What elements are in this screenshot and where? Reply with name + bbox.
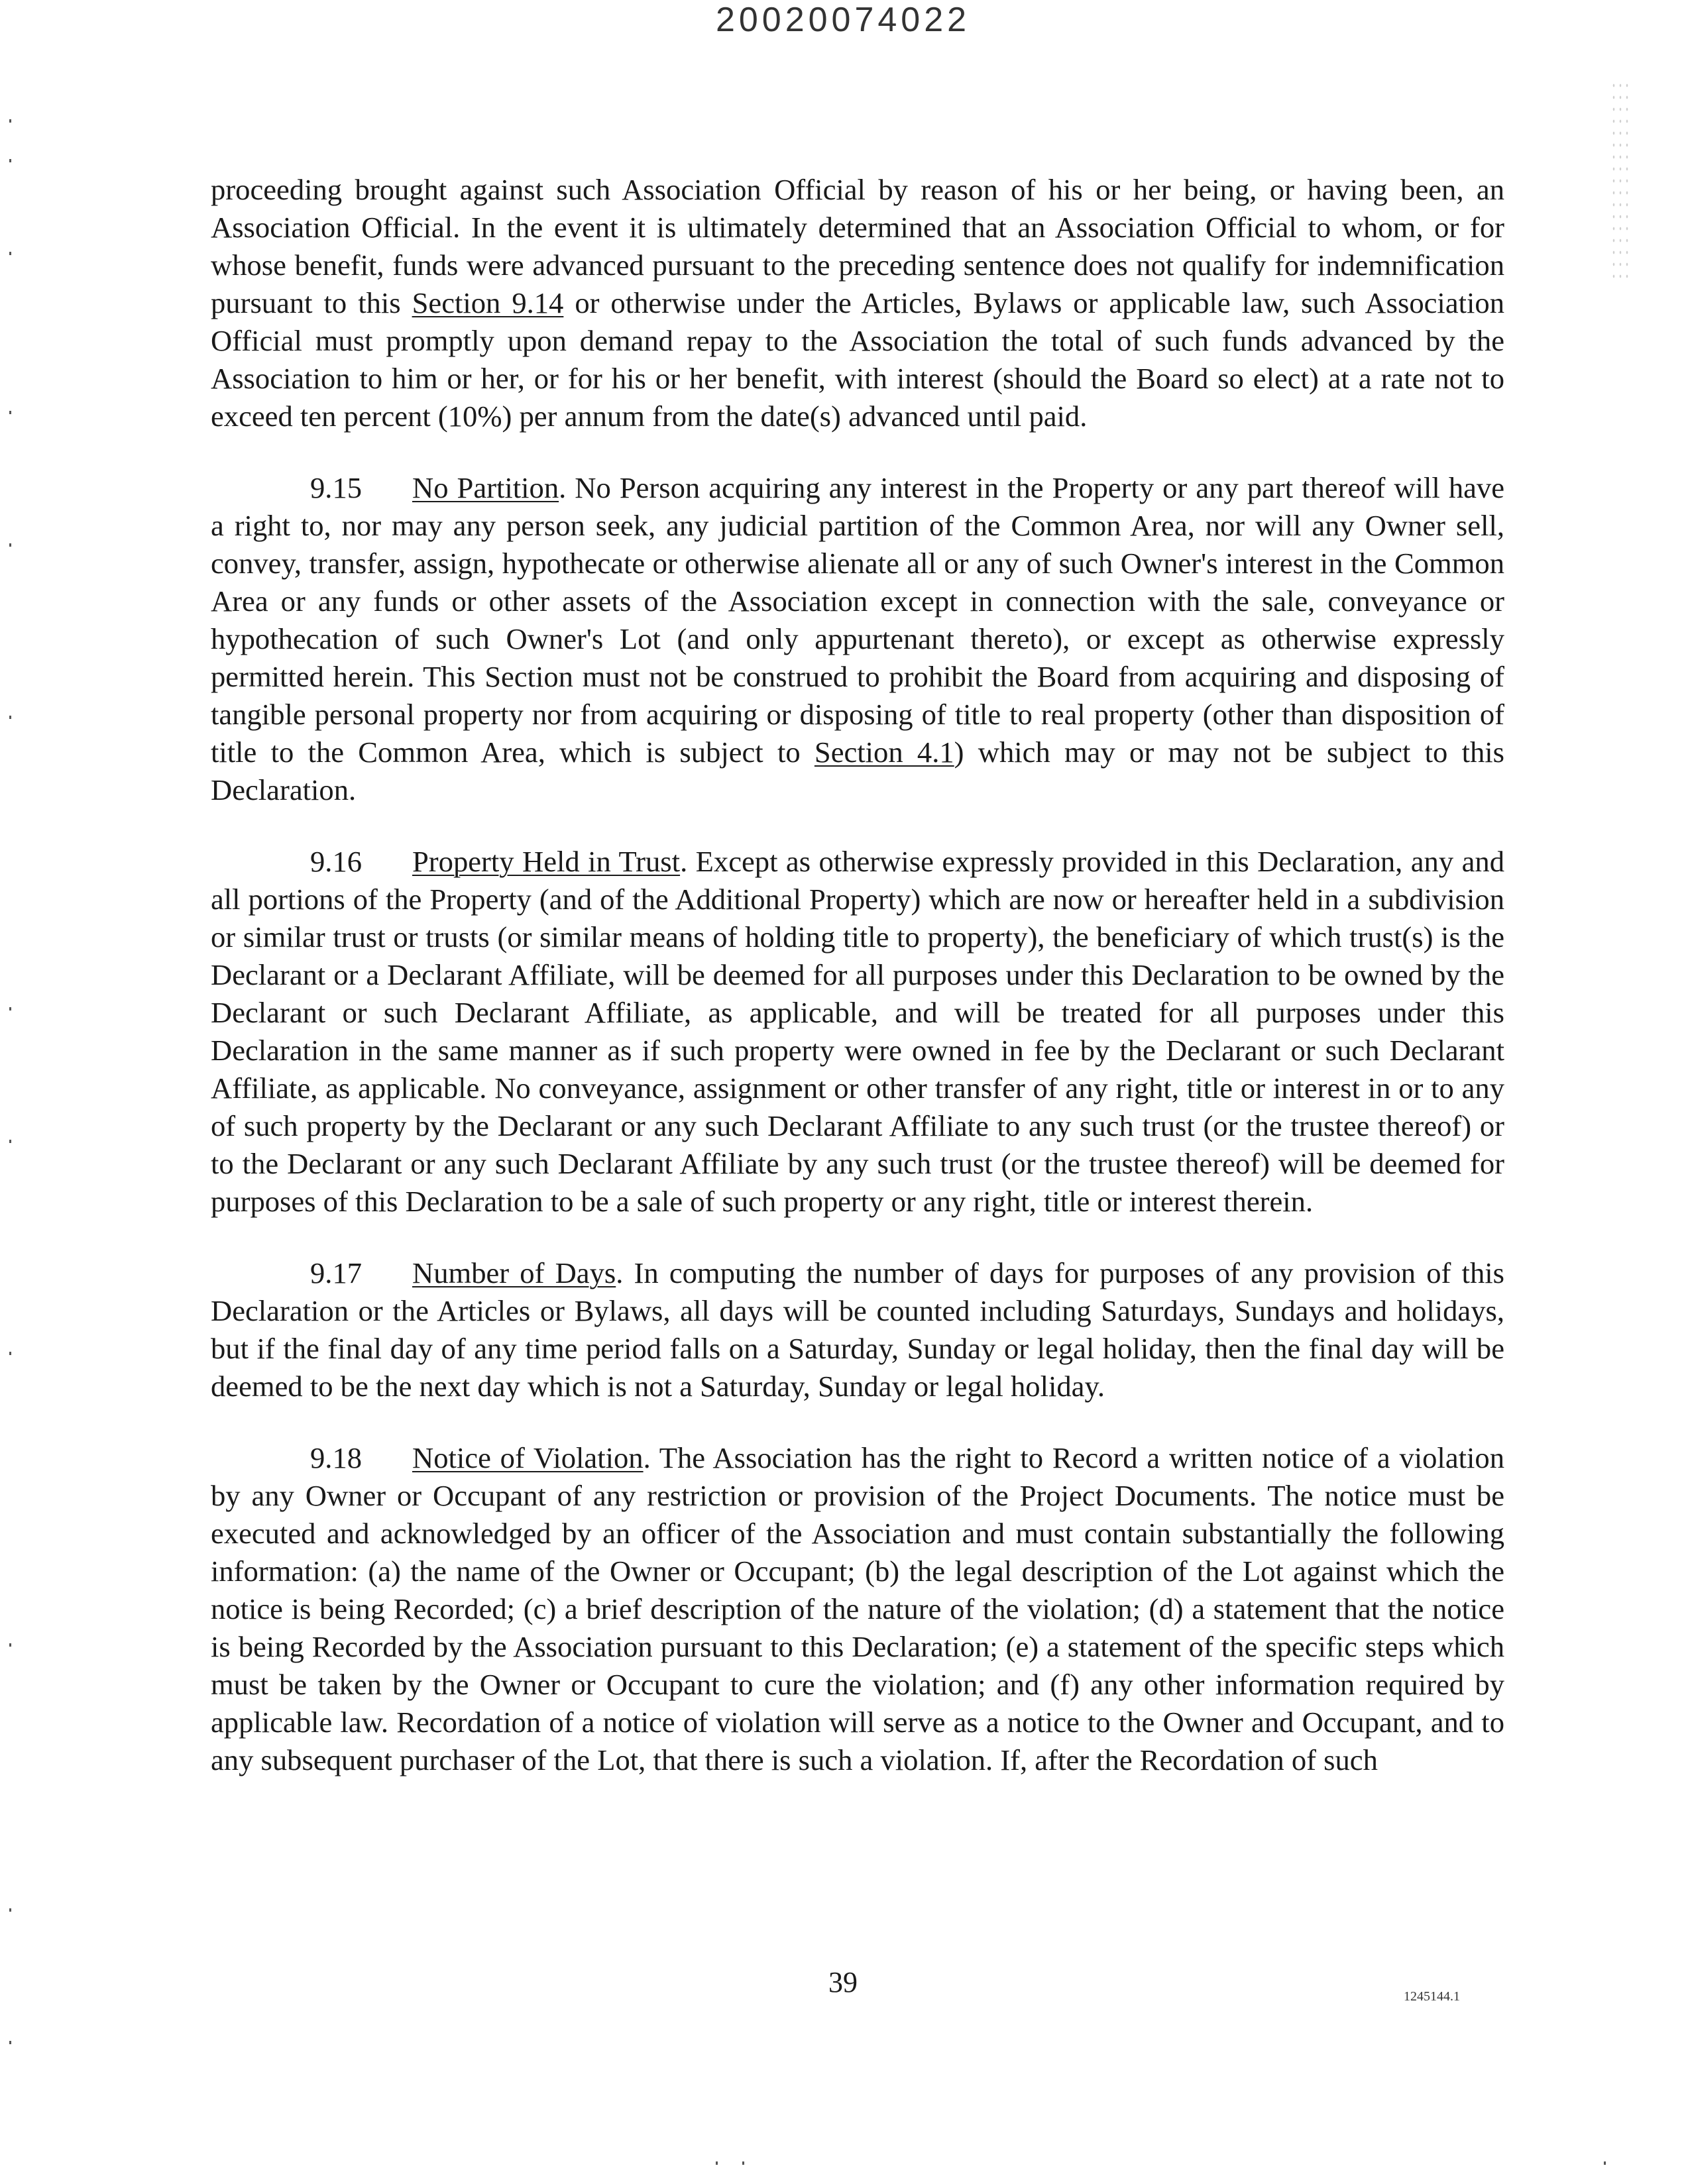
scan-speck	[9, 543, 11, 547]
section-title: Notice of Violation	[412, 1441, 644, 1474]
section-9-18: 9.18 Notice of Violation. The Association has the right to Record a written notice of a violation by any Owner or Occupant of any restriction or provision of the Project Documents. The notice must be executed and acknowledged by an officer of the Association and must contain substantially the following information: (a) the name of the Owner or Occupant; (b) the legal description of the Lot against which the notice is being Recorded; (c) a brief description of the nature of the violation; (d) a statement that the notice is being Recorded by the Association pursuant to this Declaration; (e) a statement of the specific steps which must be taken by the Owner or Occupant to cure the violation; and (f) any other information required by applicable law. Recordation of a notice of violation will serve as a notice to the Owner and Occupant, and to any subsequent purchaser of the Lot, that there is such a violation. If, after the Recordation of such	[211, 1439, 1504, 1779]
scan-speck	[9, 159, 11, 162]
scan-speck	[716, 2161, 718, 2165]
scan-speck	[9, 252, 11, 255]
section-number: 9.18	[310, 1441, 363, 1474]
recording-number: 20020074022	[715, 1, 971, 39]
section-reference: Section 9.14	[412, 286, 564, 319]
section-reference: Section 4.1	[814, 736, 954, 769]
scan-speck	[9, 2041, 11, 2044]
section-number: 9.16	[310, 845, 363, 878]
section-title: No Partition	[412, 471, 559, 504]
section-9-15: 9.15 No Partition. No Person acquiring any interest in the Property or any part thereof will have a right to, nor may any person seek, any judicial partition of the Common Area, nor will any Owner sell, convey, transfer, assign, hypothecate or otherwise alienate all or any of such Owner's interest in the Common Area or any funds or other assets of the Association except in connection with the sale, conveyance or hypothecation of such Owner's Lot (and only appurtenant thereto), or except as otherwise expressly permitted herein. This Section must not be construed to prohibit the Board from acquiring and disposing of tangible personal property nor from acquiring or disposing of title to real property (other than disposition of title to the Common Area, which is subject to Section 4.1) which may or may not be subject to this Declaration.	[211, 469, 1504, 809]
scan-speck	[9, 1643, 11, 1647]
scan-speck	[1604, 2161, 1606, 2165]
section-9-17: 9.17 Number of Days. In computing the number of days for purposes of any provision of this Declaration or the Articles or Bylaws, all days will be counted including Saturdays, Sundays and holidays, but if the final day of any time period falls on a Saturday, Sunday or legal holiday, then the final day will be deemed to be the next day which is not a Saturday, Sunday or legal holiday.	[211, 1254, 1504, 1405]
document-body	[211, 171, 1504, 1779]
scan-speck	[9, 1908, 11, 1912]
scan-speck	[9, 716, 11, 719]
section-title: Property Held in Trust	[412, 845, 681, 878]
scan-artifact	[1610, 80, 1630, 278]
section-9-16: 9.16 Property Held in Trust. Except as otherwise expressly provided in this Declaration, any and all portions of the Property (and of the Additional Property) which are now or hereafter held in a subdivision or similar trust or trusts (or similar means of holding title to property), the beneficiary of which trust(s) is the Declarant or a Declarant Affiliate, will be deemed for all purposes under this Declaration to be owned by the Declarant or such Declarant Affiliate, as applicable, and will be treated for all purposes under this Declaration in the same manner as if such property were owned in fee by the Declarant or such Declarant Affiliate, as applicable. No conveyance, assignment or other transfer of any right, title or interest in or to any of such property by the Declarant or any such Declarant Affiliate to any such trust (or the trustee thereof) or to the Declarant or any such Declarant Affiliate by any such trust (or the trustee thereof) will be deemed for purposes of this Declaration to be a sale of such property or any right, title or interest therein.	[211, 843, 1504, 1221]
section-title: Number of Days	[412, 1256, 616, 1289]
scan-speck	[9, 1352, 11, 1355]
scan-speck	[742, 2161, 744, 2165]
section-number: 9.17	[310, 1256, 363, 1289]
section-number: 9.15	[310, 471, 363, 504]
document-id: 1245144.1	[1404, 1989, 1460, 2004]
page-number: 39	[828, 1966, 858, 1998]
paragraph-continuation: proceeding brought against such Association Official by reason of his or her being, or having been, an Association Official. In the event it is ultimately determined that an Association Official to whom, or for whose benefit, funds were advanced pursuant to the preceding sentence does not qualify for indemnification pursuant to this Section 9.14 or otherwise under the Articles, Bylaws or applicable law, such Association Official must promptly upon demand repay to the Association the total of such funds advanced by the Association to him or her, or for his or her benefit, with interest (should the Board so elect) at a rate not to exceed ten percent (10%) per annum from the date(s) advanced until paid.	[211, 173, 1504, 433]
scan-speck	[9, 119, 11, 123]
scan-speck	[9, 1140, 11, 1143]
scan-speck	[9, 1007, 11, 1010]
scan-speck	[9, 411, 11, 414]
